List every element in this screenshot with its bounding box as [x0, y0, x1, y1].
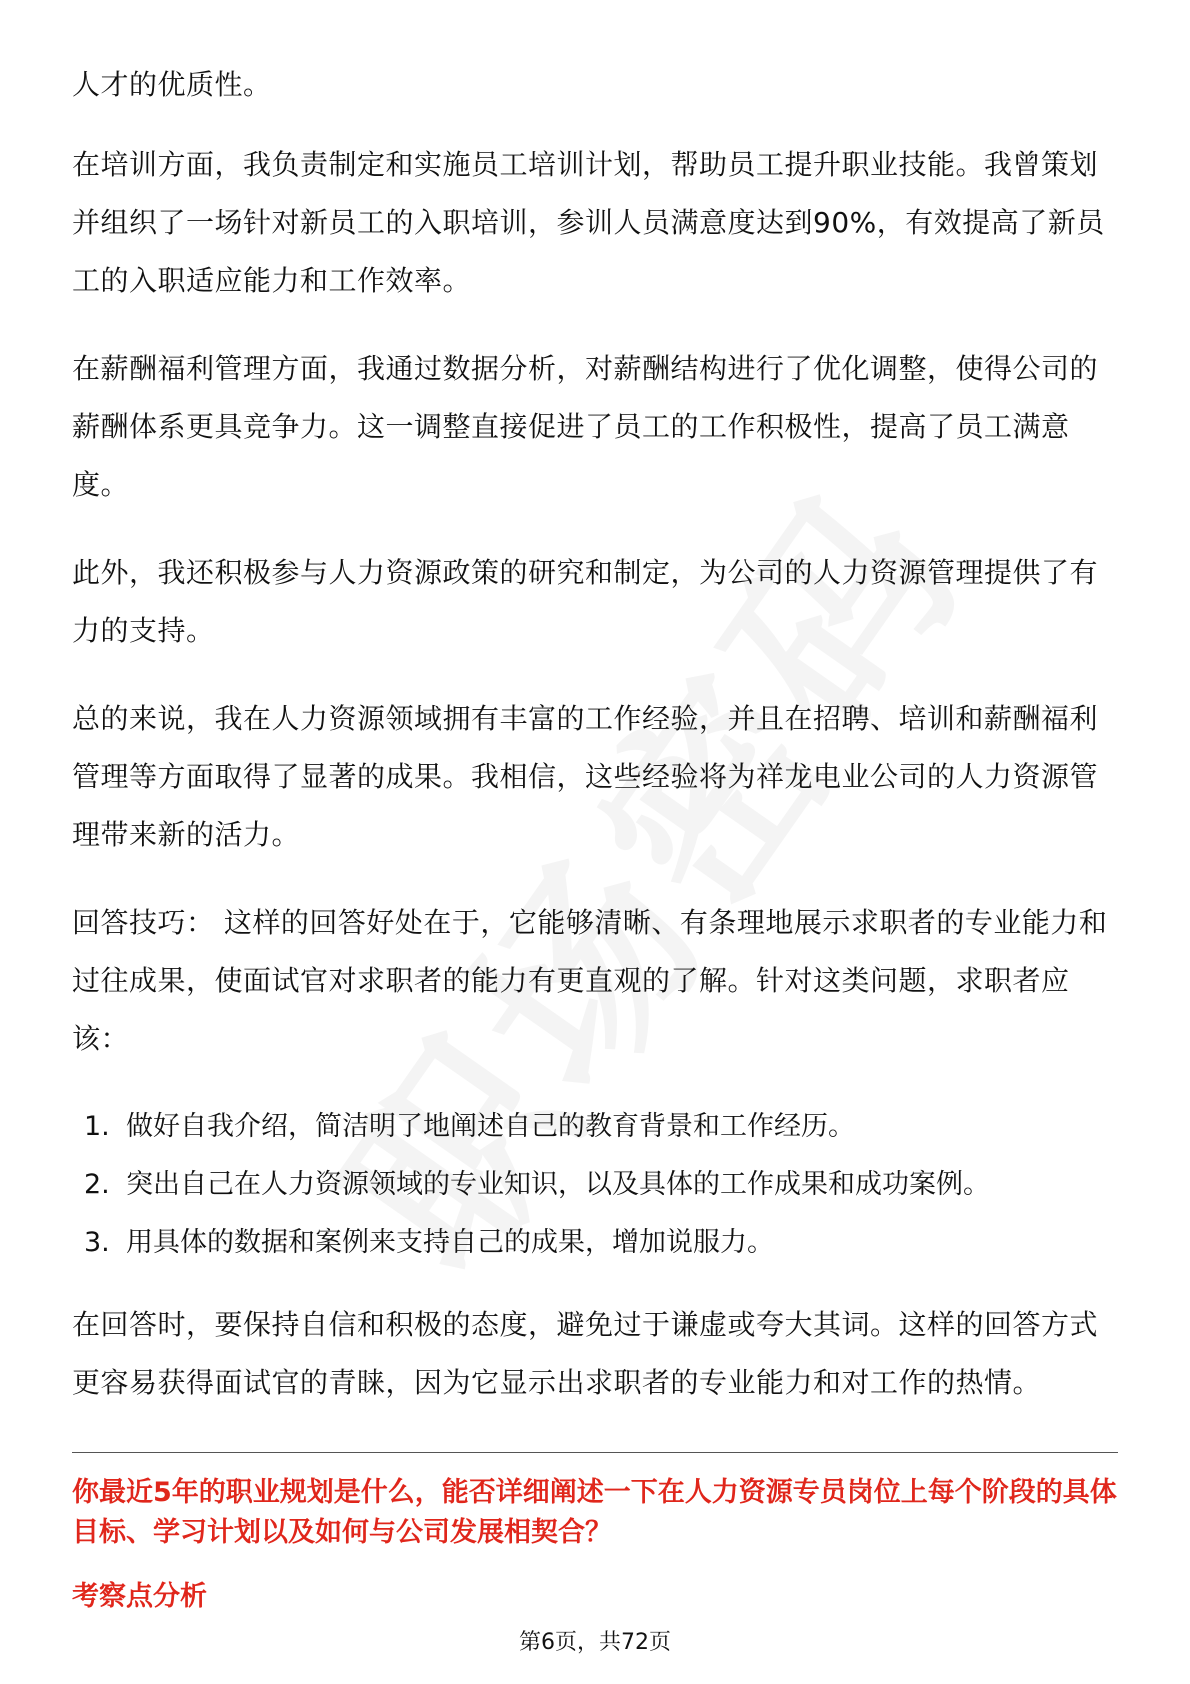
list-text: 做好自我介绍，简洁明了地阐述自己的教育背景和工作经历。 [126, 1111, 855, 1142]
paragraph-summary: 总的来说，我在人力资源领域拥有丰富的工作经验，并且在招聘、培训和薪酬福利管理等方面取得了显著的成果。我相信，这些经验将为祥龙电业公司的人力资源管理带来新的活力。 [72, 702, 1099, 851]
interview-question: 你最近5年的职业规划是什么，能否详细阐述一下在人力资源专员岗位上每个阶段的具体目标、学习计划以及如何与公司发展相契合？ [72, 1477, 1117, 1548]
section-divider [72, 1452, 1118, 1453]
list-item [72, 1156, 1118, 1214]
section-heading: 考察点分析 [72, 1581, 207, 1612]
paragraph-closing: 在回答时，要保持自信和积极的态度，避免过于谦虚或夸大其词。这样的回答方式更容易获得面试官的青睐，因为它显示出求职者的专业能力和对工作的热情。 [72, 1308, 1099, 1399]
paragraph-training: 在培训方面，我负责制定和实施员工培训计划，帮助员工提升职业技能。我曾策划并组织了一场针对新员工的入职培训，参训人员满意度达到90%，有效提高了新员工的入职适应能力和工作效率。 [72, 148, 1105, 297]
paragraph-intro-end: 人才的优质性。 [72, 68, 272, 101]
list-number: 1. [84, 1111, 110, 1142]
paragraph-answer-tips: 回答技巧： 这样的回答好处在于，它能够清晰、有条理地展示求职者的专业能力和过往成果，使面试官对求职者的能力有更直观的了解。针对这类问题，求职者应该： [72, 906, 1108, 1055]
document-page [72, 56, 1118, 1617]
list-item [72, 1098, 1118, 1156]
list-text: 用具体的数据和案例来支持自己的成果，增加说服力。 [126, 1227, 774, 1258]
list-number: 2. [84, 1169, 110, 1200]
paragraph-compensation: 在薪酬福利管理方面，我通过数据分析，对薪酬结构进行了优化调整，使得公司的薪酬体系更具竞争力。这一调整直接促进了员工的工作积极性，提高了员工满意度。 [72, 352, 1099, 501]
list-item [72, 1214, 1118, 1272]
list-text: 突出自己在人力资源领域的专业知识，以及具体的工作成果和成功案例。 [126, 1169, 990, 1200]
list-number: 3. [84, 1227, 110, 1258]
page-footer: 第6页，共72页 [519, 1630, 671, 1655]
paragraph-policy: 此外，我还积极参与人力资源政策的研究和制定，为公司的人力资源管理提供了有力的支持。 [72, 556, 1099, 647]
tips-list [72, 1098, 1118, 1272]
